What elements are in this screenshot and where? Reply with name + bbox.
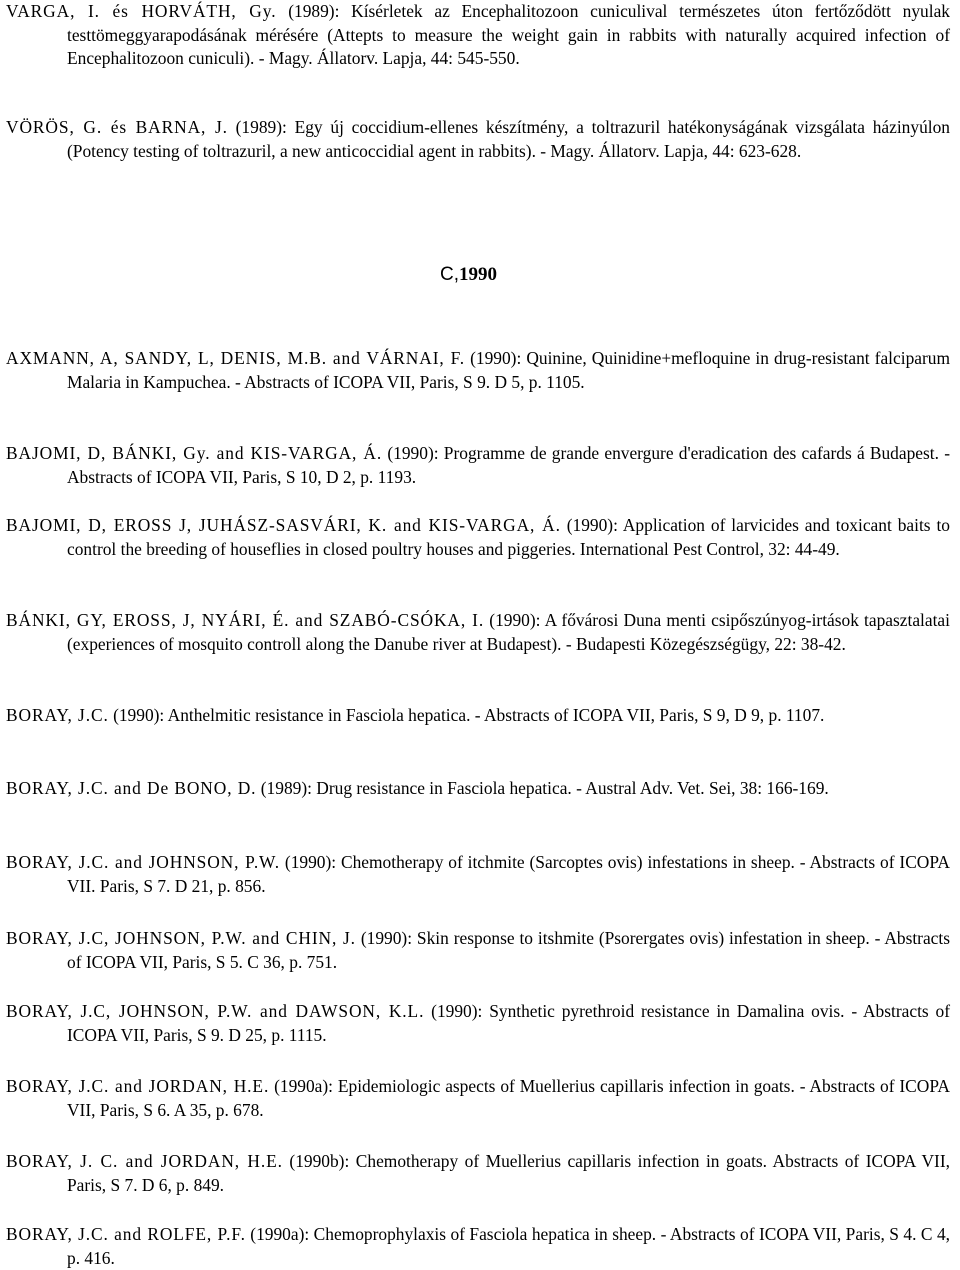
reference-entry <box>6 514 950 561</box>
reference-authors: BORAY, J.C, JOHNSON, P.W. and DAWSON, K.L. <box>6 1001 425 1021</box>
reference-details: (1990): A fővárosi Duna menti csipőszúnyog-irtások tapasztalatai (experiences of mosquito controll along the Danube river at Budapest). - Budapesti Közegészségügy, 22: 38-42. <box>67 610 950 654</box>
reference-authors: VÖRÖS, G. és BARNA, J. <box>6 117 228 137</box>
reference-authors: BAJOMI, D, BÁNKI, Gy. and KIS-VARGA, Á. <box>6 443 383 463</box>
reference-entry <box>6 347 950 394</box>
year-heading <box>440 263 497 287</box>
reference-entry <box>6 777 950 801</box>
reference-authors: BAJOMI, D, EROSS J, JUHÁSZ-SASVÁRI, K. and KIS-VARGA, Á. <box>6 515 561 535</box>
reference-entry <box>6 609 950 656</box>
reference-authors: BORAY, J. C. and JORDAN, H.E. <box>6 1151 283 1171</box>
reference-entry <box>6 442 950 489</box>
reference-details: (1989): Egy új coccidium-ellenes készítmény, a toltrazuril hatékonyságának vizsgálata házinyúlon (Potency testing of toltrazuril, a new anticoccidial agent in rabbits). - Magy. Állatorv. Lapja, 44: 623-628. <box>67 117 950 161</box>
reference-authors: BÁNKI, GY, EROSS, J, NYÁRI, É. and SZABÓ-CSÓKA, I. <box>6 610 485 630</box>
reference-entry <box>6 1150 950 1197</box>
reference-entry <box>6 927 950 974</box>
reference-entry <box>6 116 950 163</box>
reference-entry <box>6 0 950 71</box>
reference-details: (1990): Programme de grande envergure d'eradication des cafards á Budapest. - Abstracts of ICOPA VII, Paris, S 10, D 2, p. 1193. <box>67 443 950 487</box>
reference-entry <box>6 1223 950 1270</box>
reference-details: (1990): Anthelmitic resistance in Fasciola hepatica. - Abstracts of ICOPA VII, Paris, S 9, D 9, p. 1107. <box>113 705 825 725</box>
reference-entry <box>6 1000 950 1047</box>
reference-details: (1990): Application of larvicides and toxicant baits to control the breeding of houseflies in closed poultry houses and piggeries. International Pest Control, 32: 44-49. <box>67 515 950 559</box>
reference-authors: AXMANN, A, SANDY, L, DENIS, M.B. and VÁRNAI, F. <box>6 348 466 368</box>
reference-details: (1990a): Chemoprophylaxis of Fasciola hepatica in sheep. - Abstracts of ICOPA VII, Paris, S 4. C 4, p. 416. <box>67 1224 950 1268</box>
reference-details: (1990b): Chemotherapy of Muellerius capillaris infection in goats. Abstracts of ICOPA VII, Paris, S 7. D 6, p. 849. <box>67 1151 950 1195</box>
reference-authors: BORAY, J.C, JOHNSON, P.W. and CHIN, J. <box>6 928 356 948</box>
reference-entry <box>6 704 950 728</box>
reference-details: (1990): Quinine, Quinidine+mefloquine in drug-resistant falciparum Malaria in Kampuchea. - Abstracts of ICOPA VII, Paris, S 9. D 5, p. 1105. <box>67 348 950 392</box>
reference-details: (1990): Skin response to itshmite (Psorergates ovis) infestation in sheep. - Abstracts of ICOPA VII, Paris, S 5. C 36, p. 751. <box>67 928 950 972</box>
reference-details: (1989): Drug resistance in Fasciola hepatica. - Austral Adv. Vet. Sei, 38: 166-169. <box>260 778 829 798</box>
reference-authors: BORAY, J.C. <box>6 705 109 725</box>
reference-authors: BORAY, J.C. and ROLFE, P.F. <box>6 1224 246 1244</box>
reference-details: (1990): Chemotherapy of itchmite (Sarcoptes ovis) infestations in sheep. - Abstracts of ICOPA VII. Paris, S 7. D 21, p. 856. <box>67 852 950 896</box>
reference-details: (1990): Synthetic pyrethroid resistance in Damalina ovis. - Abstracts of ICOPA VII, Paris, S 9. D 25, p. 1115. <box>67 1001 950 1045</box>
reference-entry <box>6 1075 950 1122</box>
reference-authors: VARGA, I. és HORVÁTH, Gy. <box>6 1 277 21</box>
reference-details: (1990a): Epidemiologic aspects of Muellerius capillaris infection in goats. - Abstracts of ICOPA VII, Paris, S 6. A 35, p. 678. <box>67 1076 950 1120</box>
year-heading-year: 1990 <box>459 264 497 285</box>
reference-authors: BORAY, J.C. and JORDAN, H.E. <box>6 1076 270 1096</box>
year-heading-prefix: C, <box>440 264 459 285</box>
reference-entry <box>6 851 950 898</box>
reference-authors: BORAY, J.C. and De BONO, D. <box>6 778 257 798</box>
reference-authors: BORAY, J.C. and JOHNSON, P.W. <box>6 852 281 872</box>
reference-details: (1989): Kísérletek az Encephalitozoon cuniculival természetes úton fertőződött nyulak testtömeggyarapodásának mérésére (Attepts to measure the weight gain in rabbits with naturally acquired infection of Encephalitozoon cuniculi). - Magy. Állatorv. Lapja, 44: 545-550. <box>67 1 950 68</box>
